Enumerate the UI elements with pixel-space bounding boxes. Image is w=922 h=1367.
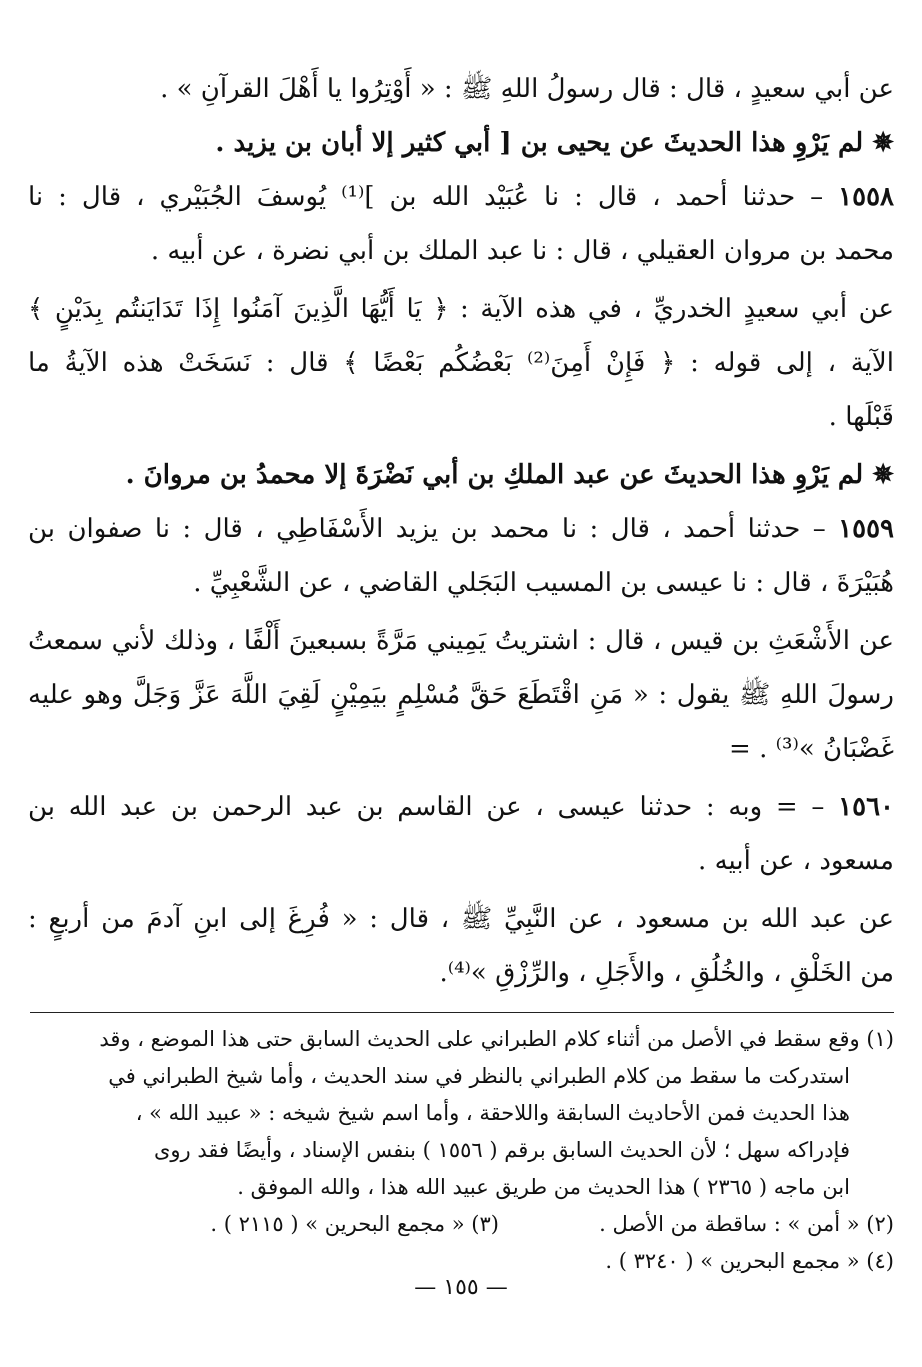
text-line: عن الأَشْعَثِ بن قيس ، قال : اشتريتُ يَمِيني مَرَّةً بسبعينَ أَلْفًا ، وذلك لأني سمعتُ (28, 626, 894, 656)
text-line: غَضْبَانُ »⁽³⁾ . = (729, 734, 894, 764)
footnote-4: (٤) « مجمع البحرين » ( ٣٢٤٠ ) . (605, 1249, 894, 1273)
text-span: – = وبه : حدثنا عيسى ، عن القاسم بن عبد الرحمن بن عبد الله بن (28, 792, 825, 822)
footnote-1: (١) وقع سقط في الأصل من أثناء كلام الطبراني على الحديث السابق حتى هذا الموضع ، وقد (99, 1027, 894, 1051)
footnote-3: (٣) « مجمع البحرين » ( ٢١١٥ ) . (210, 1212, 499, 1236)
text-line: قَبْلَها . (828, 402, 894, 432)
hadith-heading-1559 (28, 502, 894, 556)
text-span: – حدثنا أحمد ، قال : نا عُبَيْد الله بن ]⁽¹⁾ يُوسفَ الجُبَيْري ، قال : نا (28, 182, 824, 212)
text-line: رسولَ اللهِ ﷺ يقول : « مَنِ اقْتَطَعَ حَقَّ مُسْلِمٍ بيَمِيْنٍ لَقِيَ اللَّهَ عَزَّ وَجَلَّ وهو عليه (28, 680, 894, 710)
text-line: عن عبد الله بن مسعود ، عن النَّبِيِّ ﷺ ، قال : « فُرِغَ إلى ابنِ آدمَ من أربعٍ : (28, 904, 894, 934)
footnote-1-cont: فإدراكه سهل ؛ لأن الحديث السابق برقم ( ١٥٥٦ ) بنفس الإسناد ، وأيضًا فقد روى (153, 1138, 850, 1162)
text-line: الآية ، إلى قوله : ﴿ فَإِنْ أَمِنَ⁽²⁾ بَعْضُكُم بَعْضًا ﴾ قال : نَسَخَتْ هذه الآيةُ ما (28, 348, 894, 378)
page-number: — ١٥٥ — (414, 1275, 508, 1300)
hadith-number: ١٥٥٨ (838, 182, 894, 212)
footnote-1-cont: استدركت ما سقط من كلام الطبراني بالنظر في سند الحديث ، وأما شيخ الطبراني في (108, 1064, 850, 1088)
note-line: ✵ لم يَرْوِ هذا الحديثَ عن يحيى بن [ أبي كثير إلا أبان بن يزيد . (215, 128, 894, 158)
text-span: – حدثنا أحمد ، قال : نا محمد بن يزيد الأَسْفَاطِي ، قال : نا صفوان بن (28, 514, 826, 544)
footnote-divider (30, 1012, 894, 1013)
note-line: ✵ لم يَرْوِ هذا الحديثَ عن عبد الملكِ بن أبي نَضْرَةَ إلا محمدُ بن مروانَ . (125, 460, 894, 490)
text-line: محمد بن مروان العقيلي ، قال : نا عبد الملك بن أبي نضرة ، عن أبيه . (150, 236, 894, 266)
footnote-row (28, 1206, 894, 1243)
text-line: من الخَلْقِ ، والخُلُقِ ، والأَجَلِ ، والرِّزْقِ »⁽⁴⁾. (439, 958, 894, 988)
footnote-1-cont: هذا الحديث فمن الأحاديث السابقة واللاحقة ، وأما اسم شيخ شيخه : « عبيد الله » ، (135, 1101, 850, 1125)
text-line: هُبَيْرَةَ ، قال : نا عيسى بن المسيب البَجَلي القاضي ، عن الشَّعْبِيِّ . (193, 568, 894, 598)
hadith-heading-1560 (28, 780, 894, 834)
hadith-heading-1558 (28, 170, 894, 224)
hadith-number: ١٥٦٠ (838, 792, 894, 822)
text-line: عن أبي سعيدٍ الخدريِّ ، في هذه الآية : ﴿ يَا أَيُّهَا الَّذِينَ آمَنُوا إِذَا تَدَايَنتُم بِدَيْنٍ ﴾ (28, 294, 894, 324)
footnote-1-cont: ابن ماجه ( ٢٣٦٥ ) هذا الحديث من طريق عبيد الله هذا ، والله الموفق . (237, 1175, 850, 1199)
text-line: عن أبي سعيدٍ ، قال : قال رسولُ اللهِ ﷺ : « أَوْتِرُوا يا أَهْلَ القرآنِ » . (160, 74, 894, 104)
hadith-number: ١٥٥٩ (838, 514, 894, 544)
footnote-2: (٢) « أمن » : ساقطة من الأصل . (599, 1212, 894, 1236)
text-line: مسعود ، عن أبيه . (698, 846, 894, 876)
